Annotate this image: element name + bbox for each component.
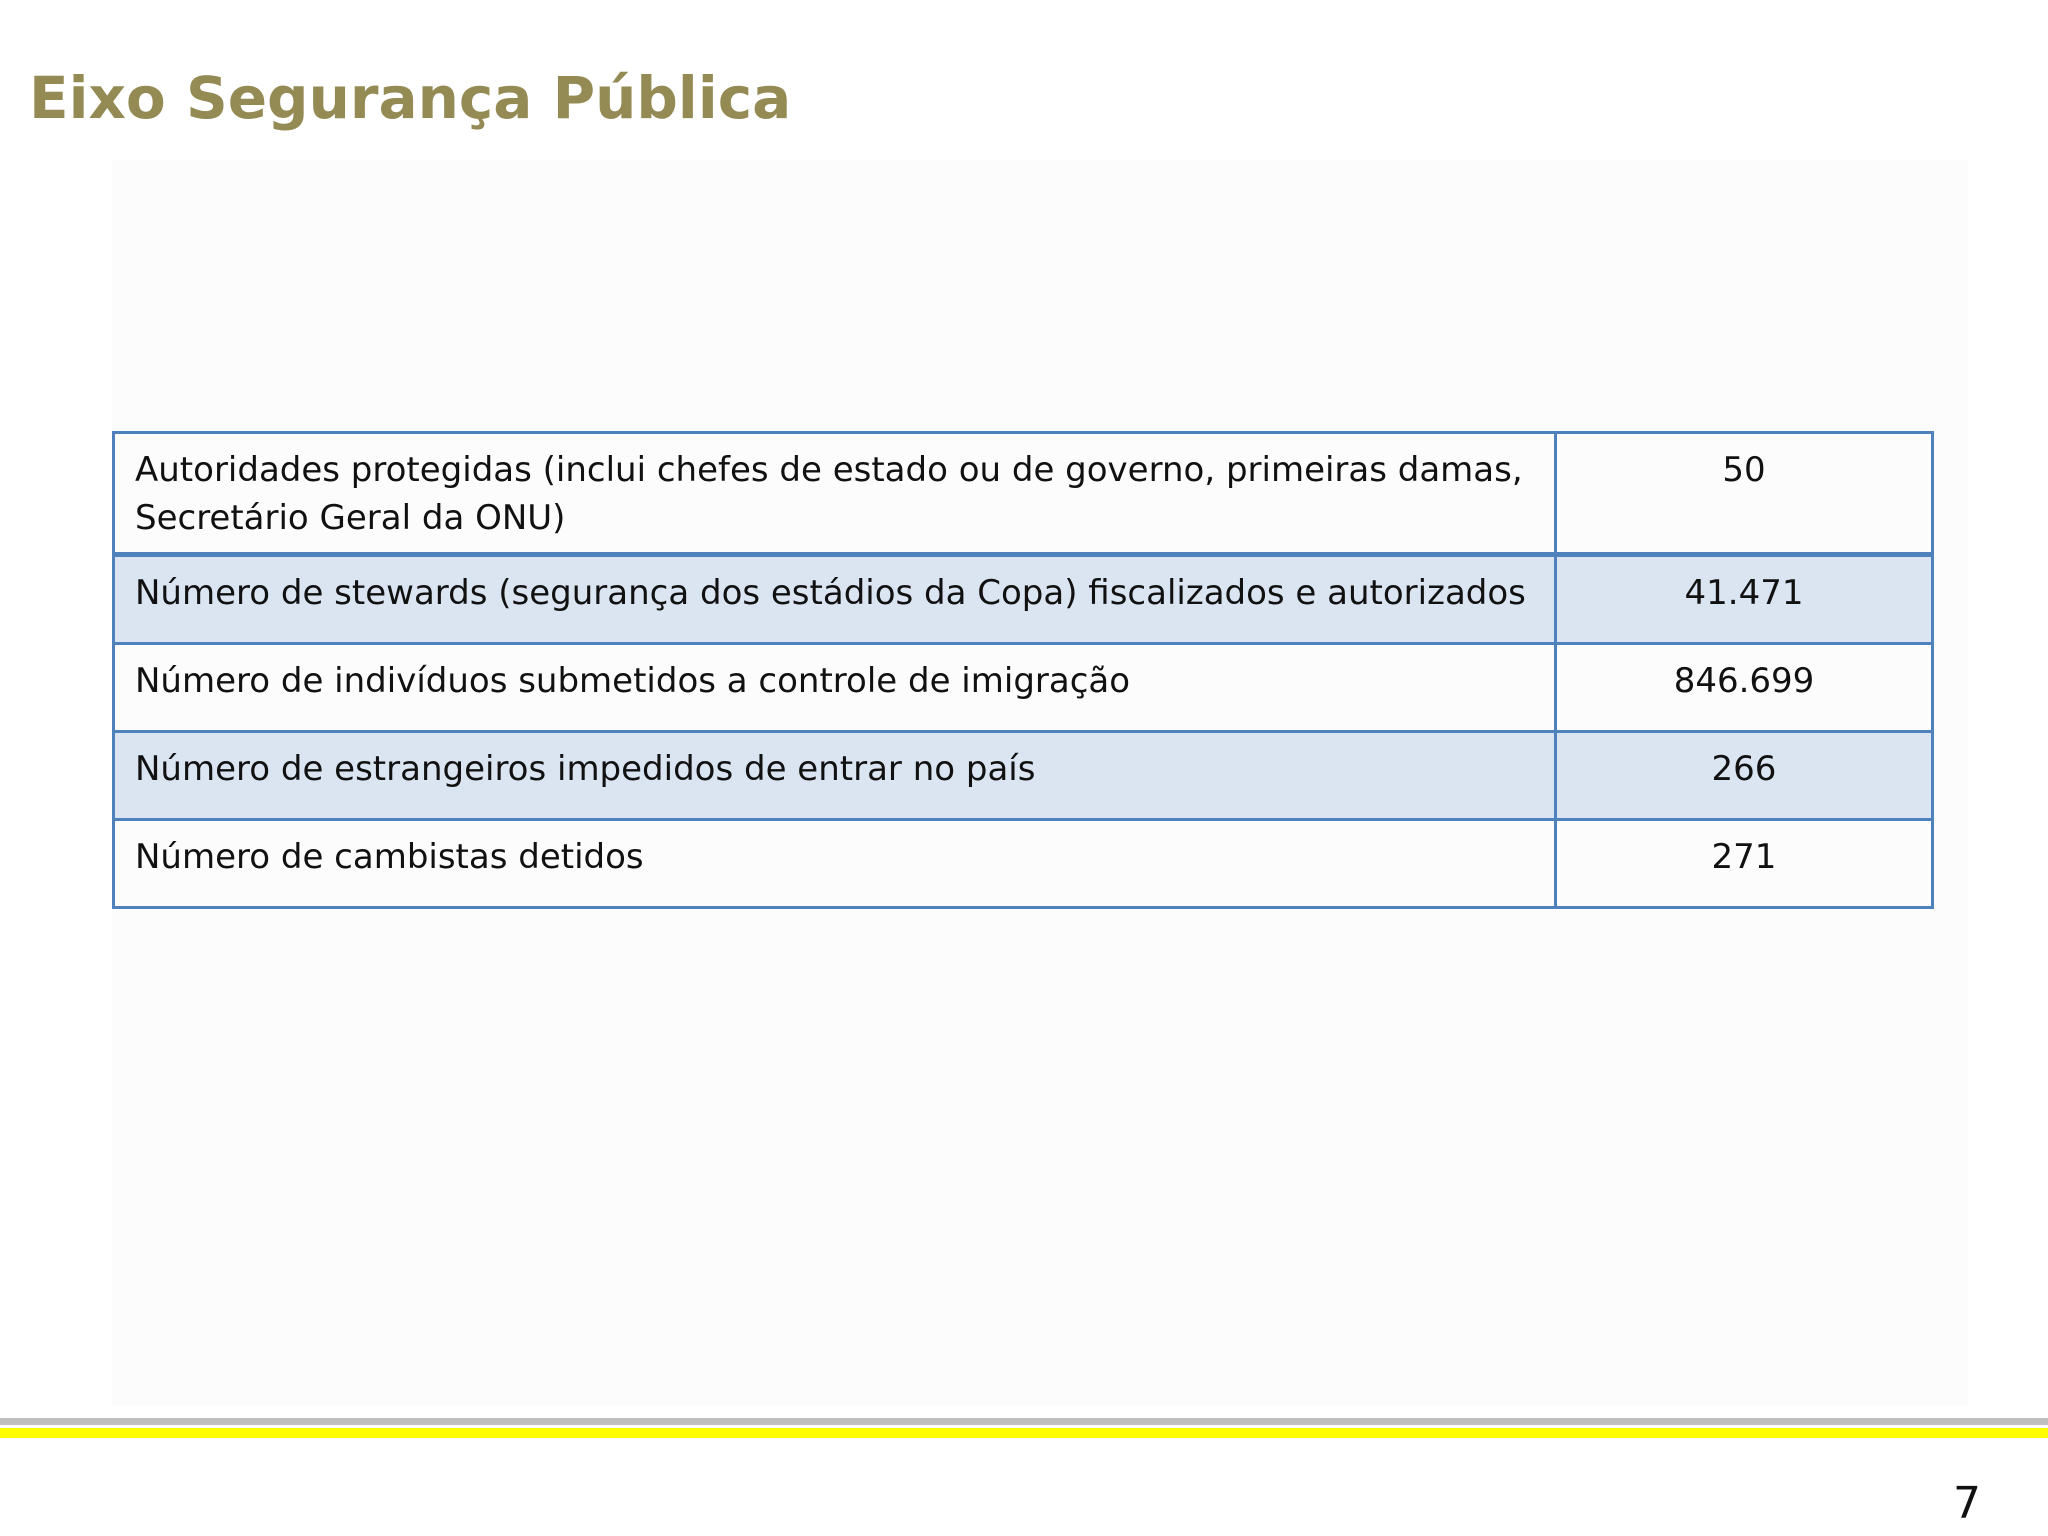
row-label: Número de cambistas detidos xyxy=(114,820,1556,908)
footer-gray-rule xyxy=(0,1418,2048,1425)
slide-title: Eixo Segurança Pública xyxy=(29,64,792,132)
row-value: 50 xyxy=(1556,433,1933,555)
table-row xyxy=(114,644,1933,732)
row-value: 41.471 xyxy=(1556,555,1933,644)
row-label: Número de indivíduos submetidos a controle de imigração xyxy=(114,644,1556,732)
row-label: Autoridades protegidas (inclui chefes de estado ou de governo, primeiras damas, Secretário Geral da ONU) xyxy=(114,433,1556,555)
row-value: 271 xyxy=(1556,820,1933,908)
footer-yellow-rule xyxy=(0,1428,2048,1438)
table-row xyxy=(114,820,1933,908)
statistics-table xyxy=(112,431,1934,909)
row-value: 846.699 xyxy=(1556,644,1933,732)
row-label: Número de estrangeiros impedidos de entrar no país xyxy=(114,732,1556,820)
table-row xyxy=(114,555,1933,644)
row-label: Número de stewards (segurança dos estádios da Copa) fiscalizados e autorizados xyxy=(114,555,1556,644)
page-number: 7 xyxy=(1953,1478,1981,1529)
table-row xyxy=(114,732,1933,820)
row-value: 266 xyxy=(1556,732,1933,820)
table-row xyxy=(114,433,1933,555)
